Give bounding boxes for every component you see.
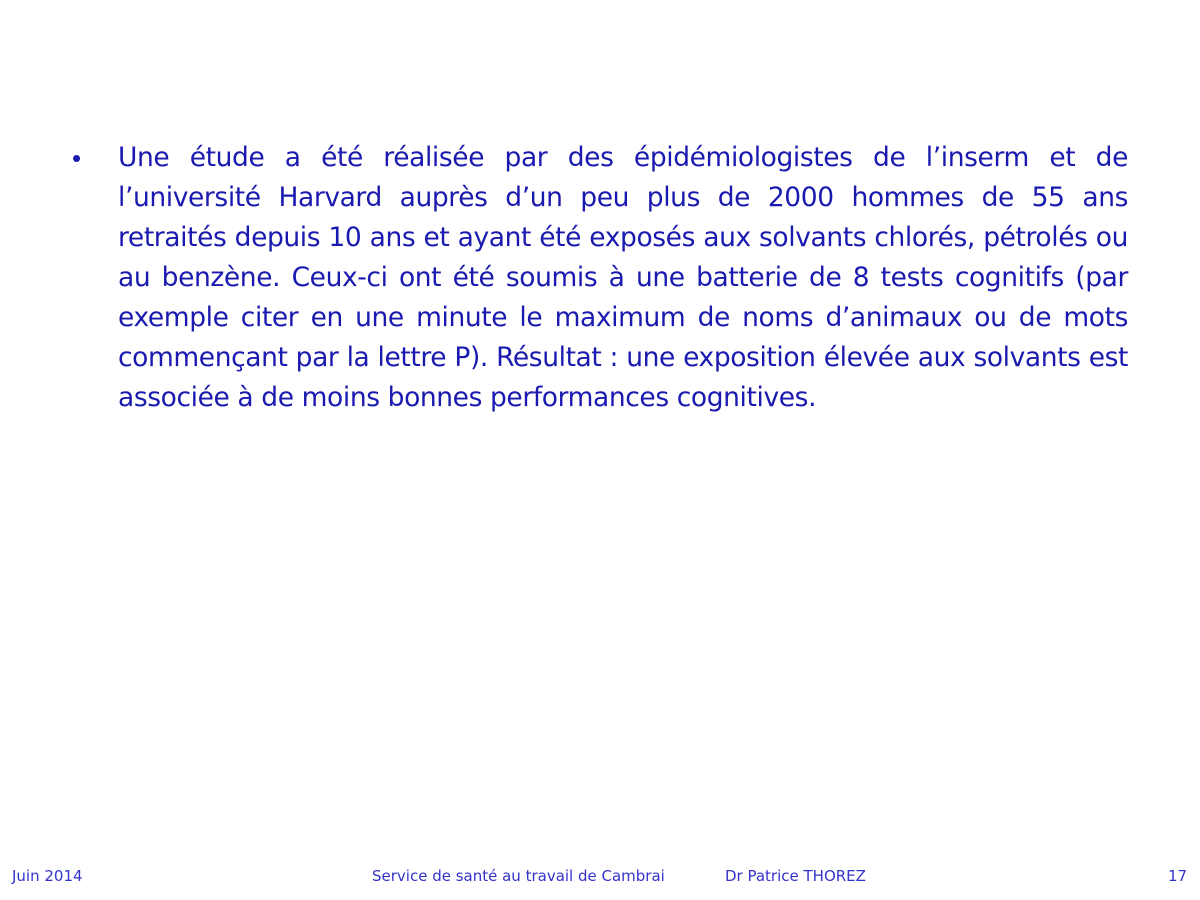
footer-organization: Service de santé au travail de Cambrai xyxy=(372,867,665,885)
bullet-dot-icon: • xyxy=(72,143,82,173)
bullet-item xyxy=(72,138,1128,418)
slide-body xyxy=(72,138,1128,418)
footer-date: Juin 2014 xyxy=(12,867,83,885)
footer-page-number: 17 xyxy=(1168,867,1188,885)
footer-author: Dr Patrice THOREZ xyxy=(725,867,866,885)
bullet-text: Une étude a été réalisée par des épidémiologistes de l’inserm et de l’université Harvard auprès d’un peu plus de 2000 hommes de 55 ans retraités depuis 10 ans et ayant été exposés aux solvants chlorés, pétrolés ou au benzène. Ceux-ci ont été soumis à une batterie de 8 tests cognitifs (par exemple citer en une minute le maximum de noms d’animaux ou de mots commençant par la lettre P). Résultat : une exposition élevée aux solvants est associée à de moins bonnes performances cognitives. xyxy=(118,142,1128,413)
